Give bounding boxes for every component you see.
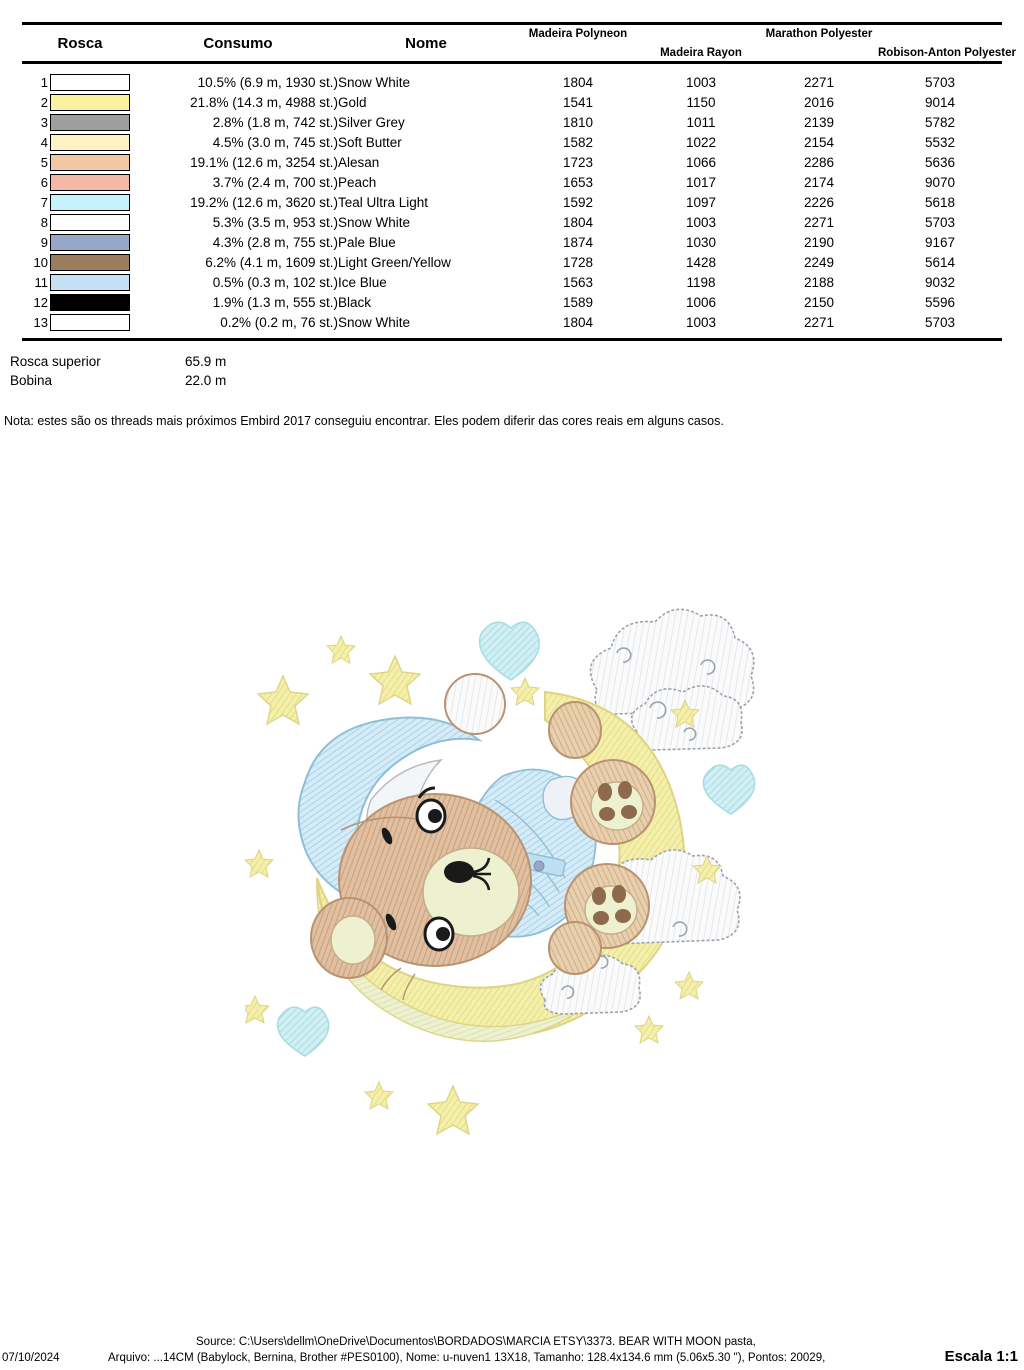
upper-thread-label: Rosca superior [10,354,101,369]
bear-paw-upper [571,760,655,844]
madeira-polyneon-code: 1589 [562,294,594,310]
madeira-rayon-code: 1003 [685,74,717,90]
thread-consumption: 19.2% (12.6 m, 3620 st.) [190,194,338,210]
table-row [22,212,1002,232]
thread-swatch-cell [22,152,138,172]
madeira-rayon-code: 1066 [685,154,717,170]
table-row [22,232,1002,252]
footer-scale-label: Escala 1:1 [944,1348,1018,1365]
thread-table-body [22,72,1002,332]
thread-index: 7 [40,194,48,210]
table-row [22,152,1002,172]
thread-name: Ice Blue [338,274,387,290]
color-swatch [50,154,130,171]
robison-anton-polyester-code: 5618 [924,194,956,210]
thread-swatch-cell [22,272,138,292]
thread-swatch-cell [22,72,138,92]
table-row [22,292,1002,312]
color-swatch [50,114,130,131]
thread-swatch-cell [22,192,138,212]
thread-name: Black [338,294,372,310]
madeira-polyneon-code: 1804 [562,214,594,230]
thread-swatch-cell [22,252,138,272]
madeira-rayon-code: 1198 [686,274,716,290]
madeira-polyneon-code: 1592 [562,194,594,210]
thread-consumption: 6.2% (4.1 m, 1609 st.) [205,254,338,270]
bear-hand [549,702,601,758]
marathon-polyester-code: 2271 [803,74,835,90]
thread-consumption: 21.8% (14.3 m, 4988 st.) [190,94,338,110]
madeira-rayon-code: 1428 [685,254,717,270]
thread-swatch-cell [22,132,138,152]
color-swatch [50,194,130,211]
thread-swatch-cell [22,172,138,192]
madeira-polyneon-code: 1653 [562,174,594,190]
robison-anton-polyester-code: 5703 [924,214,956,230]
thread-consumption: 19.1% (12.6 m, 3254 st.) [190,154,338,170]
madeira-rayon-code: 1003 [685,314,717,330]
madeira-rayon-code: 1022 [685,134,717,150]
color-swatch [50,134,130,151]
bobbin-label: Bobina [10,373,53,388]
madeira-rayon-code: 1097 [685,194,717,210]
upper-thread-value: 65.9 m [185,354,227,369]
thread-consumption: 10.5% (6.9 m, 1930 st.) [197,74,338,90]
thread-consumption: 5.3% (3.5 m, 953 st.) [212,214,338,230]
color-swatch [50,274,130,291]
madeira-polyneon-code: 1874 [562,234,594,250]
thread-table-container [22,22,1017,341]
table-row [22,272,1002,292]
madeira-polyneon-code: 1804 [562,314,594,330]
madeira-polyneon-code: 1804 [562,74,594,90]
robison-anton-polyester-code: 5532 [924,134,956,150]
color-swatch [50,314,130,331]
marathon-polyester-code: 2150 [803,294,835,310]
marathon-polyester-code: 2139 [803,114,835,130]
madeira-polyneon-code: 1728 [562,254,594,270]
table-row [22,92,1002,112]
color-swatch [50,214,130,231]
consumption-summary [10,352,226,390]
marathon-polyester-code: 2016 [803,94,835,110]
madeira-rayon-code: 1150 [686,94,716,110]
marathon-polyester-code: 2188 [803,274,835,290]
color-swatch [50,74,130,91]
madeira-rayon-code: 1003 [685,214,717,230]
thread-index: 3 [40,114,48,130]
marathon-polyester-code: 2286 [803,154,835,170]
thread-swatch-cell [22,232,138,252]
thread-name: Alesan [338,154,380,170]
thread-index: 2 [40,94,48,110]
thread-matching-note: Nota: estes são os threads mais próximos Embird 2017 conseguiu encontrar. Eles podem diferir das cores reais em alguns casos. [4,414,724,428]
column-header-consumo: Consumo [203,34,273,52]
thread-name: Snow White [338,214,411,230]
thread-index: 10 [33,254,48,270]
madeira-rayon-code: 1030 [685,234,717,250]
thread-index: 9 [40,234,48,250]
thread-name: Gold [338,94,367,110]
color-swatch [50,234,130,251]
thread-name: Snow White [338,314,411,330]
madeira-polyneon-code: 1723 [562,154,594,170]
marathon-polyester-code: 2271 [803,314,835,330]
thread-consumption: 4.3% (2.8 m, 755 st.) [212,234,338,250]
madeira-polyneon-code: 1563 [562,274,594,290]
robison-anton-polyester-code: 9167 [924,234,956,250]
robison-anton-polyester-code: 5596 [924,294,956,310]
robison-anton-polyester-code: 5614 [924,254,956,270]
thread-swatch-cell [22,312,138,332]
bear-eye-lower [425,918,453,950]
footer-source-path: Source: C:\Users\dellm\OneDrive\Documentos\BORDADOS\MARCIA ETSY\3373. BEAR WITH MOON pasta, [196,1336,756,1348]
thread-index: 11 [34,274,48,290]
color-swatch [50,174,130,191]
thread-swatch-cell [22,112,138,132]
thread-name: Teal Ultra Light [338,194,429,210]
column-header-robison-anton-polyester: Robison-Anton Polyester [878,47,1017,59]
table-row [22,172,1002,192]
thread-index: 6 [40,174,48,190]
table-row [22,72,1002,92]
thread-consumption: 0.2% (0.2 m, 76 st.) [220,314,338,330]
table-row [22,112,1002,132]
madeira-rayon-code: 1011 [686,114,716,130]
page-footer [0,1332,1024,1370]
thread-name: Silver Grey [338,114,405,130]
table-bottom-rule [22,338,1002,341]
thread-index: 1 [40,74,48,90]
thread-name: Soft Butter [338,134,402,150]
robison-anton-polyester-code: 5636 [924,154,956,170]
thread-name: Light Green/Yellow [338,254,451,270]
thread-name: Peach [338,174,377,190]
madeira-rayon-code: 1017 [685,174,717,190]
marathon-polyester-code: 2249 [803,254,835,270]
color-swatch [50,94,130,111]
column-header-nome: Nome [405,34,447,52]
table-row [22,132,1002,152]
footer-date: 07/10/2024 [2,1352,60,1364]
marathon-polyester-code: 2271 [803,214,835,230]
thread-consumption: 1.9% (1.3 m, 555 st.) [212,294,338,310]
column-header-madeira-rayon: Madeira Rayon [660,47,742,59]
table-header-row [22,25,1002,61]
bear-foot [549,922,601,974]
thread-swatch-cell [22,292,138,312]
robison-anton-polyester-code: 9014 [924,94,956,110]
thread-consumption: 0.5% (0.3 m, 102 st.) [212,274,338,290]
embroidery-design-preview [245,600,765,1160]
madeira-polyneon-code: 1810 [562,114,594,130]
column-header-rosca: Rosca [57,34,103,52]
robison-anton-polyester-code: 5703 [924,74,956,90]
thread-index: 5 [40,154,48,170]
summary-row-bobbin [10,371,226,390]
marathon-polyester-code: 2226 [803,194,835,210]
thread-index: 13 [33,314,48,330]
thread-index: 4 [40,134,48,150]
marathon-polyester-code: 2190 [803,234,835,250]
thread-index: 8 [40,214,48,230]
thread-swatch-cell [22,92,138,112]
table-row [22,192,1002,212]
thread-consumption: 2.8% (1.8 m, 742 st.) [212,114,338,130]
thread-name: Snow White [338,74,411,90]
column-header-madeira-polyneon: Madeira Polyneon [528,28,628,40]
summary-row-upper-thread [10,352,226,371]
thread-consumption: 4.5% (3.0 m, 745 st.) [212,134,338,150]
table-row [22,252,1002,272]
table-row [22,312,1002,332]
thread-swatch-cell [22,212,138,232]
robison-anton-polyester-code: 5782 [924,114,956,130]
marathon-polyester-code: 2174 [803,174,835,190]
madeira-polyneon-code: 1541 [562,94,594,110]
robison-anton-polyester-code: 9070 [924,174,956,190]
robison-anton-polyester-code: 5703 [924,314,956,330]
robison-anton-polyester-code: 9032 [924,274,956,290]
thread-consumption: 3.7% (2.4 m, 700 st.) [212,174,338,190]
thread-table [22,25,1017,61]
thread-index: 12 [33,294,48,310]
color-swatch [50,294,130,311]
marathon-polyester-code: 2154 [803,134,835,150]
madeira-rayon-code: 1006 [685,294,717,310]
color-swatch [50,254,130,271]
madeira-polyneon-code: 1582 [562,134,594,150]
column-header-marathon-polyester: Marathon Polyester [765,28,873,40]
footer-file-info: Arquivo: ...14CM (Babylock, Bernina, Brother #PES0100), Nome: u-nuven1 13X18, Tamanho: 128.4x134.6 mm (5.06x5.30 "), Pontos: 20029, [108,1352,826,1364]
bobbin-value: 22.0 m [185,373,227,388]
thread-name: Pale Blue [338,234,396,250]
